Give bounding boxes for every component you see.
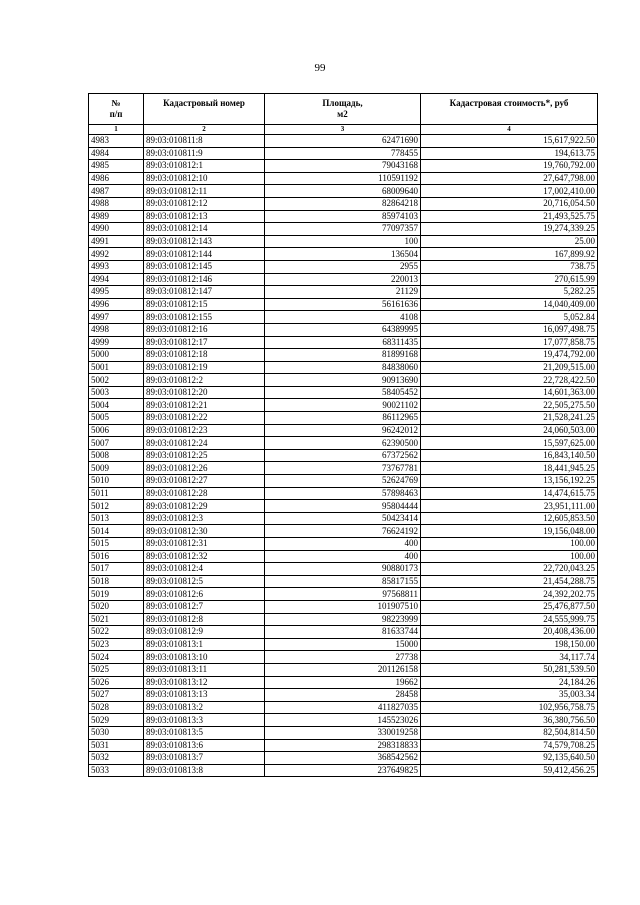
column-number: 3: [265, 125, 421, 135]
header-cadastral: Кадастровый номер: [144, 94, 265, 125]
table-row: [89, 563, 598, 576]
table-row: [89, 298, 598, 311]
row-number: 4987: [89, 185, 144, 198]
table-row: [89, 386, 598, 399]
cadastral-table: [88, 93, 598, 777]
cadastral-number: 89:03:010813:2: [144, 701, 265, 714]
row-number: 5008: [89, 449, 144, 462]
row-number: 5023: [89, 638, 144, 651]
cadastral-number: 89:03:010813:12: [144, 676, 265, 689]
cadastral-value: 198,150.00: [421, 638, 598, 651]
table-row: [89, 374, 598, 387]
table-row: [89, 764, 598, 777]
cadastral-number: 89:03:010812:11: [144, 185, 265, 198]
table-row: [89, 500, 598, 513]
cadastral-number: 89:03:010812:19: [144, 361, 265, 374]
cadastral-value: 24,060,503.00: [421, 424, 598, 437]
cadastral-value: 167,899.92: [421, 248, 598, 261]
cadastral-number: 89:03:010812:29: [144, 500, 265, 513]
row-number: 5004: [89, 399, 144, 412]
table-row: [89, 323, 598, 336]
table-row: [89, 575, 598, 588]
cadastral-value: 25.00: [421, 235, 598, 248]
row-number: 4988: [89, 197, 144, 210]
row-number: 5006: [89, 424, 144, 437]
cadastral-value: 27,647,798.00: [421, 172, 598, 185]
cadastral-value: 50,281,539.50: [421, 663, 598, 676]
table-row: [89, 588, 598, 601]
table-row: [89, 399, 598, 412]
row-number: 5014: [89, 525, 144, 538]
cadastral-number: 89:03:010813:11: [144, 663, 265, 676]
cadastral-value: 19,274,339.25: [421, 223, 598, 236]
cadastral-number: 89:03:010812:10: [144, 172, 265, 185]
area-value: 67372562: [265, 449, 421, 462]
cadastral-number: 89:03:010812:147: [144, 286, 265, 299]
area-value: 77097357: [265, 223, 421, 236]
cadastral-value: 35,003.34: [421, 689, 598, 702]
area-value: 98223999: [265, 613, 421, 626]
table-row: [89, 286, 598, 299]
row-number: 4994: [89, 273, 144, 286]
row-number: 5033: [89, 764, 144, 777]
area-value: 778455: [265, 147, 421, 160]
cadastral-number: 89:03:010812:26: [144, 462, 265, 475]
column-number: 1: [89, 125, 144, 135]
cadastral-value: 23,951,111.00: [421, 500, 598, 513]
area-value: 81899168: [265, 349, 421, 362]
area-value: 145523026: [265, 714, 421, 727]
cadastral-value: 16,843,140.50: [421, 449, 598, 462]
row-number: 5009: [89, 462, 144, 475]
cadastral-number: 89:03:010813:10: [144, 651, 265, 664]
cadastral-number: 89:03:010812:30: [144, 525, 265, 538]
table-row: [89, 752, 598, 765]
table-row: [89, 185, 598, 198]
area-value: 15000: [265, 638, 421, 651]
area-value: 95804444: [265, 500, 421, 513]
cadastral-number: 89:03:010812:9: [144, 626, 265, 639]
table-row: [89, 223, 598, 236]
column-number-row: [89, 125, 598, 135]
table-row: [89, 701, 598, 714]
row-number: 5013: [89, 512, 144, 525]
row-number: 4992: [89, 248, 144, 261]
cadastral-value: 22,505,275.50: [421, 399, 598, 412]
area-value: 368542562: [265, 752, 421, 765]
cadastral-number: 89:03:010813:5: [144, 726, 265, 739]
row-number: 5015: [89, 538, 144, 551]
table-row: [89, 235, 598, 248]
table-row: [89, 613, 598, 626]
cadastral-number: 89:03:010812:14: [144, 223, 265, 236]
area-value: 298318833: [265, 739, 421, 752]
table-row: [89, 739, 598, 752]
table-row: [89, 600, 598, 613]
area-value: 220013: [265, 273, 421, 286]
cadastral-value: 100.00: [421, 538, 598, 551]
area-value: 28458: [265, 689, 421, 702]
row-number: 5029: [89, 714, 144, 727]
cadastral-value: 270,615.99: [421, 273, 598, 286]
table-row: [89, 487, 598, 500]
cadastral-value: 36,380,756.50: [421, 714, 598, 727]
area-value: 100: [265, 235, 421, 248]
area-value: 68311435: [265, 336, 421, 349]
cadastral-value: 21,209,515.00: [421, 361, 598, 374]
cadastral-number: 89:03:010812:18: [144, 349, 265, 362]
cadastral-value: 17,002,410.00: [421, 185, 598, 198]
cadastral-value: 19,474,792.00: [421, 349, 598, 362]
area-value: 90880173: [265, 563, 421, 576]
area-value: 76624192: [265, 525, 421, 538]
table-row: [89, 449, 598, 462]
cadastral-number: 89:03:010812:145: [144, 260, 265, 273]
area-value: 84838060: [265, 361, 421, 374]
cadastral-number: 89:03:010812:32: [144, 550, 265, 563]
row-number: 5007: [89, 437, 144, 450]
row-number: 5000: [89, 349, 144, 362]
cadastral-number: 89:03:010812:28: [144, 487, 265, 500]
cadastral-number: 89:03:010812:12: [144, 197, 265, 210]
cadastral-number: 89:03:010812:7: [144, 600, 265, 613]
cadastral-value: 21,454,288.75: [421, 575, 598, 588]
header-num: № п/п: [89, 94, 144, 125]
row-number: 5025: [89, 663, 144, 676]
cadastral-number: 89:03:010812:21: [144, 399, 265, 412]
row-number: 4993: [89, 260, 144, 273]
cadastral-value: 18,441,945.25: [421, 462, 598, 475]
table-body: [89, 135, 598, 777]
row-number: 4986: [89, 172, 144, 185]
page-number: 99: [314, 62, 326, 74]
area-value: 86112965: [265, 412, 421, 425]
cadastral-number: 89:03:010812:144: [144, 248, 265, 261]
area-value: 27738: [265, 651, 421, 664]
cadastral-value: 15,617,922.50: [421, 135, 598, 148]
row-number: 4991: [89, 235, 144, 248]
cadastral-value: 102,956,758.75: [421, 701, 598, 714]
table-row: [89, 638, 598, 651]
column-number: 2: [144, 125, 265, 135]
area-value: 50423414: [265, 512, 421, 525]
area-value: 85817155: [265, 575, 421, 588]
table-row: [89, 663, 598, 676]
row-number: 5016: [89, 550, 144, 563]
table-row: [89, 424, 598, 437]
table-row: [89, 437, 598, 450]
table-row: [89, 626, 598, 639]
row-number: 5028: [89, 701, 144, 714]
cadastral-value: 82,504,814.50: [421, 726, 598, 739]
table-row: [89, 689, 598, 702]
area-value: 4108: [265, 311, 421, 324]
cadastral-value: 14,601,363.00: [421, 386, 598, 399]
cadastral-value: 34,117.74: [421, 651, 598, 664]
table-row: [89, 651, 598, 664]
cadastral-number: 89:03:010812:27: [144, 475, 265, 488]
cadastral-value: 12,605,853.50: [421, 512, 598, 525]
area-value: 110591192: [265, 172, 421, 185]
row-number: 4985: [89, 160, 144, 173]
area-value: 136504: [265, 248, 421, 261]
row-number: 4984: [89, 147, 144, 160]
header-row: [89, 94, 598, 125]
table-row: [89, 147, 598, 160]
row-number: 5003: [89, 386, 144, 399]
cadastral-number: 89:03:010812:146: [144, 273, 265, 286]
cadastral-number: 89:03:010812:143: [144, 235, 265, 248]
cadastral-value: 22,720,043.25: [421, 563, 598, 576]
area-value: 81633744: [265, 626, 421, 639]
area-value: 330019258: [265, 726, 421, 739]
cadastral-value: 194,613.75: [421, 147, 598, 160]
cadastral-number: 89:03:010812:155: [144, 311, 265, 324]
area-value: 82864218: [265, 197, 421, 210]
row-number: 5017: [89, 563, 144, 576]
row-number: 5005: [89, 412, 144, 425]
cadastral-number: 89:03:010812:25: [144, 449, 265, 462]
area-value: 79043168: [265, 160, 421, 173]
cadastral-value: 21,528,241.25: [421, 412, 598, 425]
cadastral-value: 100.00: [421, 550, 598, 563]
cadastral-number: 89:03:010812:20: [144, 386, 265, 399]
row-number: 5032: [89, 752, 144, 765]
area-value: 2955: [265, 260, 421, 273]
area-value: 19662: [265, 676, 421, 689]
table-row: [89, 248, 598, 261]
table-row: [89, 273, 598, 286]
cadastral-number: 89:03:010813:6: [144, 739, 265, 752]
area-value: 58405452: [265, 386, 421, 399]
cadastral-value: 74,579,708.25: [421, 739, 598, 752]
table-row: [89, 135, 598, 148]
header-value: Кадастровая стоимость*, руб: [421, 94, 598, 125]
table-row: [89, 172, 598, 185]
row-number: 5001: [89, 361, 144, 374]
cadastral-value: 738.75: [421, 260, 598, 273]
table-row: [89, 412, 598, 425]
row-number: 5010: [89, 475, 144, 488]
area-value: 97568811: [265, 588, 421, 601]
area-value: 90021102: [265, 399, 421, 412]
cadastral-value: 24,184.26: [421, 676, 598, 689]
row-number: 4999: [89, 336, 144, 349]
cadastral-number: 89:03:010813:1: [144, 638, 265, 651]
row-number: 5024: [89, 651, 144, 664]
cadastral-number: 89:03:010812:2: [144, 374, 265, 387]
row-number: 5020: [89, 600, 144, 613]
table-row: [89, 550, 598, 563]
row-number: 4996: [89, 298, 144, 311]
area-value: 400: [265, 538, 421, 551]
cadastral-number: 89:03:010812:15: [144, 298, 265, 311]
cadastral-number: 89:03:010812:16: [144, 323, 265, 336]
table-row: [89, 676, 598, 689]
row-number: 5002: [89, 374, 144, 387]
table-row: [89, 462, 598, 475]
area-value: 62390500: [265, 437, 421, 450]
header-area: Площадь, м2: [265, 94, 421, 125]
table-row: [89, 210, 598, 223]
table-row: [89, 361, 598, 374]
area-value: 73767781: [265, 462, 421, 475]
area-value: 237649825: [265, 764, 421, 777]
area-value: 85974103: [265, 210, 421, 223]
table-row: [89, 512, 598, 525]
cadastral-number: 89:03:010813:13: [144, 689, 265, 702]
cadastral-number: 89:03:010812:4: [144, 563, 265, 576]
area-value: 21129: [265, 286, 421, 299]
area-value: 90913690: [265, 374, 421, 387]
row-number: 4989: [89, 210, 144, 223]
area-value: 52624769: [265, 475, 421, 488]
cadastral-value: 59,412,456.25: [421, 764, 598, 777]
cadastral-number: 89:03:010813:7: [144, 752, 265, 765]
row-number: 4983: [89, 135, 144, 148]
area-value: 96242012: [265, 424, 421, 437]
row-number: 5011: [89, 487, 144, 500]
table-row: [89, 311, 598, 324]
cadastral-value: 15,597,625.00: [421, 437, 598, 450]
row-number: 5026: [89, 676, 144, 689]
cadastral-value: 5,282.25: [421, 286, 598, 299]
cadastral-number: 89:03:010812:5: [144, 575, 265, 588]
cadastral-value: 20,408,436.00: [421, 626, 598, 639]
row-number: 5030: [89, 726, 144, 739]
cadastral-number: 89:03:010813:3: [144, 714, 265, 727]
cadastral-number: 89:03:010812:17: [144, 336, 265, 349]
cadastral-value: 24,555,999.75: [421, 613, 598, 626]
table-row: [89, 160, 598, 173]
cadastral-number: 89:03:010812:8: [144, 613, 265, 626]
area-value: 56161636: [265, 298, 421, 311]
row-number: 5019: [89, 588, 144, 601]
cadastral-number: 89:03:010812:6: [144, 588, 265, 601]
cadastral-number: 89:03:010812:1: [144, 160, 265, 173]
cadastral-number: 89:03:010811:9: [144, 147, 265, 160]
row-number: 5031: [89, 739, 144, 752]
cadastral-value: 14,474,615.75: [421, 487, 598, 500]
table-row: [89, 336, 598, 349]
row-number: 4997: [89, 311, 144, 324]
area-value: 101907510: [265, 600, 421, 613]
area-value: 201126158: [265, 663, 421, 676]
cadastral-value: 16,097,498.75: [421, 323, 598, 336]
cadastral-value: 22,728,422.50: [421, 374, 598, 387]
area-value: 411827035: [265, 701, 421, 714]
cadastral-value: 20,716,054.50: [421, 197, 598, 210]
area-value: 57898463: [265, 487, 421, 500]
area-value: 68009640: [265, 185, 421, 198]
table-row: [89, 726, 598, 739]
cadastral-number: 89:03:010812:22: [144, 412, 265, 425]
area-value: 400: [265, 550, 421, 563]
cadastral-value: 14,040,409.00: [421, 298, 598, 311]
table-row: [89, 260, 598, 273]
table-row: [89, 349, 598, 362]
column-number: 4: [421, 125, 598, 135]
cadastral-number: 89:03:010811:8: [144, 135, 265, 148]
row-number: 5018: [89, 575, 144, 588]
table-row: [89, 714, 598, 727]
cadastral-value: 13,156,192.25: [421, 475, 598, 488]
row-number: 4998: [89, 323, 144, 336]
cadastral-value: 17,077,858.75: [421, 336, 598, 349]
cadastral-value: 21,493,525.75: [421, 210, 598, 223]
table-row: [89, 197, 598, 210]
cadastral-number: 89:03:010812:24: [144, 437, 265, 450]
table-row: [89, 525, 598, 538]
table-row: [89, 538, 598, 551]
cadastral-number: 89:03:010812:23: [144, 424, 265, 437]
area-value: 62471690: [265, 135, 421, 148]
cadastral-value: 25,476,877.50: [421, 600, 598, 613]
cadastral-number: 89:03:010812:3: [144, 512, 265, 525]
area-value: 64389995: [265, 323, 421, 336]
cadastral-value: 24,392,202.75: [421, 588, 598, 601]
cadastral-value: 19,156,048.00: [421, 525, 598, 538]
row-number: 5027: [89, 689, 144, 702]
row-number: 4995: [89, 286, 144, 299]
row-number: 5021: [89, 613, 144, 626]
cadastral-value: 19,760,792.00: [421, 160, 598, 173]
cadastral-value: 92,135,640.50: [421, 752, 598, 765]
table-row: [89, 475, 598, 488]
cadastral-number: 89:03:010812:31: [144, 538, 265, 551]
row-number: 5022: [89, 626, 144, 639]
cadastral-number: 89:03:010813:8: [144, 764, 265, 777]
row-number: 4990: [89, 223, 144, 236]
cadastral-value: 5,052.84: [421, 311, 598, 324]
row-number: 5012: [89, 500, 144, 513]
cadastral-number: 89:03:010812:13: [144, 210, 265, 223]
